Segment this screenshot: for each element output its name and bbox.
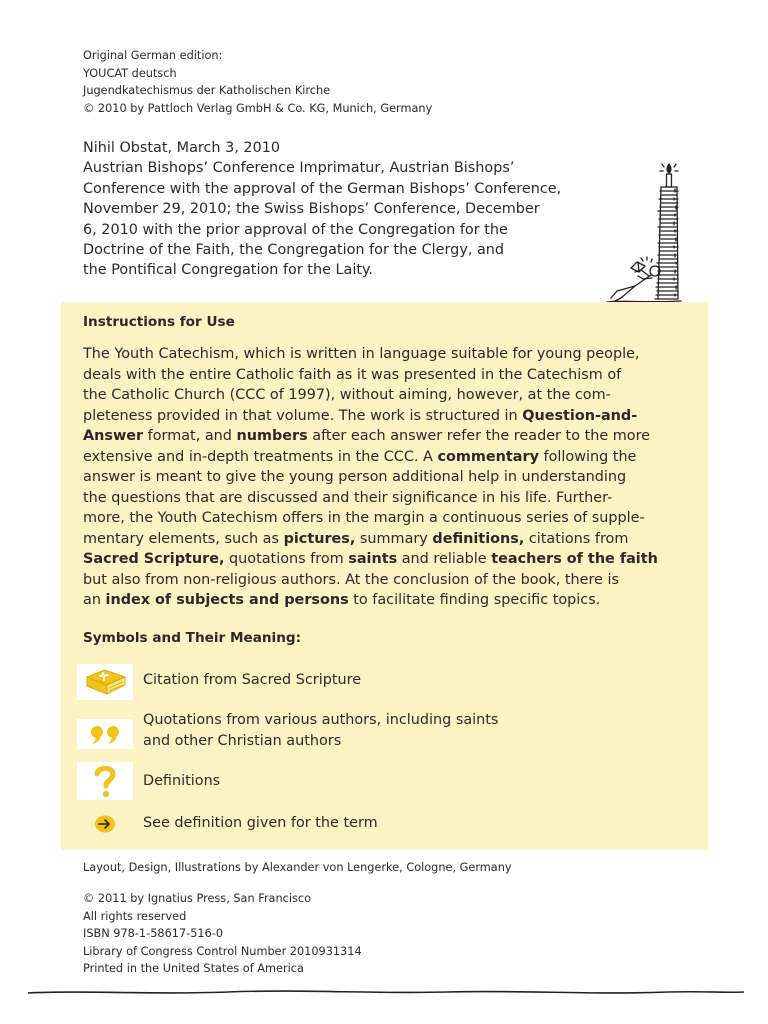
instructions-line xyxy=(83,406,683,427)
text-run: an xyxy=(83,592,106,608)
bold-term: commentary xyxy=(437,448,539,465)
original-edition-line: Jugendkatechismus der Katholischen Kirche xyxy=(83,84,331,98)
bible-icon xyxy=(77,664,133,700)
quotation-marks-icon xyxy=(77,719,133,749)
approval-line: Doctrine of the Faith, the Congregation for the Clergy, and xyxy=(83,242,505,259)
text-run: after each answer refer the reader to the more xyxy=(307,428,651,444)
approval-line: November 29, 2010; the Swiss Bishops’ Conference, December xyxy=(83,201,540,218)
bold-term: Sacred Scripture, xyxy=(83,551,225,567)
text-run: extensive and in-depth treatments in the CCC. A xyxy=(83,448,438,465)
symbol-text-line: Citation from Sacred Scripture xyxy=(143,672,362,688)
text-run: and reliable xyxy=(397,551,492,567)
imprint-block xyxy=(83,890,362,978)
instructions-line xyxy=(83,426,683,447)
approval-line: the Pontifical Congregation for the Laity. xyxy=(83,262,374,279)
instructions-line xyxy=(83,488,683,509)
instructions-panel xyxy=(61,302,708,850)
instructions-line xyxy=(83,549,683,570)
arrow-circle-icon xyxy=(93,814,117,834)
text-run: the questions that are discussed and their significance in his life. Further- xyxy=(83,489,613,506)
text-run: more, the Youth Catechism offers in the margin a continuous series of supple- xyxy=(83,510,645,526)
instructions-body xyxy=(83,344,683,611)
original-edition-line: Original German edition: xyxy=(83,49,223,62)
text-run: format, and xyxy=(143,428,237,444)
instructions-line xyxy=(83,365,683,386)
book-stack-reader-illustration xyxy=(605,158,685,308)
approval-line: 6, 2010 with the prior approval of the Congregation for the xyxy=(83,221,508,238)
original-edition-line: YOUCAT deutsch xyxy=(83,66,177,80)
bold-term: numbers xyxy=(236,428,308,444)
bold-term: Question-and- xyxy=(522,407,638,424)
text-run: deals with the entire Catholic faith as it was presented in the Catechism of xyxy=(83,366,622,383)
approval-line: Nihil Obstat, March 3, 2010 xyxy=(83,140,281,156)
imprint-line: Library of Congress Control Number 2010931314 xyxy=(83,944,362,958)
instructions-line xyxy=(83,467,683,488)
bold-term: teachers of the faith xyxy=(491,551,658,567)
question-mark-icon xyxy=(77,762,133,800)
text-run: following the xyxy=(538,448,637,465)
text-run: summary xyxy=(355,530,433,547)
instructions-line xyxy=(83,529,683,550)
bold-term: pictures, xyxy=(283,530,356,547)
imprint-line: ISBN 978-1-58617-516-0 xyxy=(83,927,224,941)
text-run: mentary elements, such as xyxy=(83,530,284,547)
symbols-title: Symbols and Their Meaning: xyxy=(83,630,302,646)
symbol-text-scripture xyxy=(143,670,361,691)
instructions-line xyxy=(83,385,683,406)
text-run: but also from non-religious authors. At the conclusion of the book, there is xyxy=(83,571,619,588)
original-edition-block xyxy=(83,47,432,117)
text-run: citations from xyxy=(524,530,629,547)
bold-term: saints xyxy=(348,551,398,567)
instructions-title: Instructions for Use xyxy=(83,314,235,330)
approval-block xyxy=(83,138,623,281)
instructions-line xyxy=(83,570,683,591)
imprint-line: © 2011 by Ignatius Press, San Francisco xyxy=(83,892,311,905)
symbol-text-see-definition xyxy=(143,813,378,834)
symbol-text-line: and other Christian authors xyxy=(143,733,342,749)
approval-line: Austrian Bishops’ Conference Imprimatur, Austrian Bishops’ xyxy=(83,160,515,177)
symbol-text-line: See definition given for the term xyxy=(143,815,378,831)
bold-term: index of subjects and persons xyxy=(105,592,349,608)
layout-credit: Layout, Design, Illustrations by Alexander von Lengerke, Cologne, Germany xyxy=(83,861,512,874)
imprint-line: Printed in the United States of America xyxy=(83,962,304,976)
instructions-line xyxy=(83,447,683,468)
bold-term: Answer xyxy=(83,428,144,444)
symbol-text-definitions xyxy=(143,771,220,792)
text-run: quotations from xyxy=(224,551,349,567)
text-run: the Catholic Church (CCC of 1997), without aiming, however, at the com- xyxy=(83,387,611,403)
symbol-text-line: Quotations from various authors, including saints xyxy=(143,712,499,728)
symbol-text-line: Definitions xyxy=(143,773,221,789)
text-run: answer is meant to give the young person additional help in understanding xyxy=(83,469,627,485)
symbol-text-quotations xyxy=(143,710,498,752)
imprint-line: All rights reserved xyxy=(83,909,187,923)
original-edition-line: © 2010 by Pattloch Verlag GmbH & Co. KG, Munich, Germany xyxy=(83,101,433,115)
approval-line: Conference with the approval of the German Bishops’ Conference, xyxy=(83,180,562,197)
bold-term: definitions, xyxy=(432,530,525,547)
text-run: The Youth Catechism, which is written in language suitable for young people, xyxy=(83,346,640,362)
text-run: to facilitate finding specific topics. xyxy=(348,592,601,608)
instructions-line xyxy=(83,508,683,529)
instructions-line xyxy=(83,590,683,611)
text-run: pleteness provided in that volume. The work is structured in xyxy=(83,407,523,424)
instructions-line xyxy=(83,344,683,365)
hand-drawn-divider xyxy=(28,983,744,1001)
